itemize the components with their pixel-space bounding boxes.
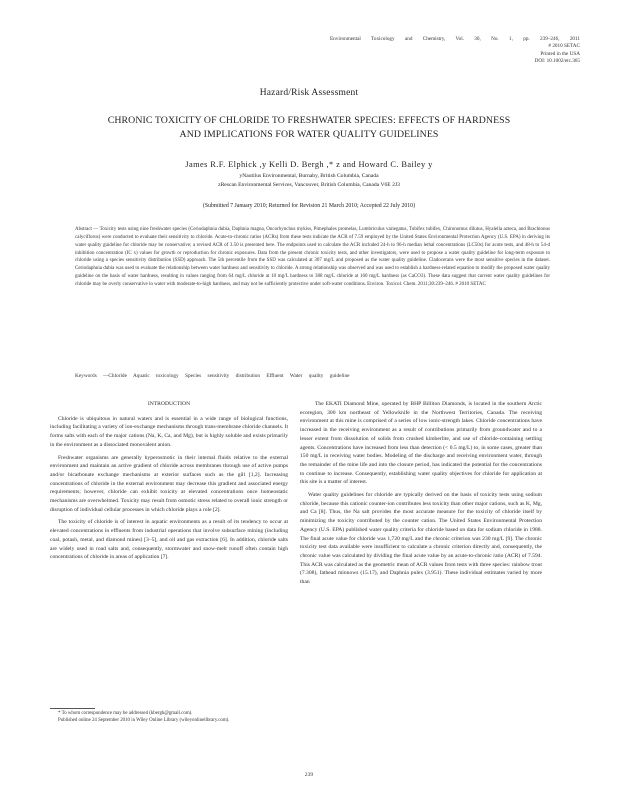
section-label: Hazard/Risk Assessment: [259, 88, 359, 98]
footnote-divider: [50, 708, 95, 709]
paragraph: Chloride is ubiquitous in natural waters and is essential in a wide range of biological functions, including facilitating a variety of ion-exchange mechanisms through trans-membrane chloride channels. It forms salts with each of the major cations (Na, K, Ca, and Mg), but is highly soluble and exists primarily in the environment as a dissociated monovalent anion.: [50, 415, 288, 448]
authors: James R.F. Elphick ,y Kelli D. Bergh ,* z and Howard C. Bailey y: [185, 160, 433, 169]
introduction-heading: INTRODUCTION: [147, 401, 191, 407]
footnote-published: Published online 24 September 2010 in Wiley Online Library (wileyonlinelibrary.com).: [58, 718, 230, 724]
footnote-correspondence: * To whom correspondence may be addressed (kbergh@gmail.com).: [58, 711, 193, 716]
abstract: Abstract — Toxicity tests using nine freshwater species (Ceriodaphnia dubia, Daphnia magna, Oncorhynchus mykiss, Pimephales promelas, Lumbriculus variegatus, Tubifex tubifex, Chironomus dilutus, Hyalella azteca, and Brachionus calyciflorus) were conducted to evaluate their sensitivity to chloride. Acute-to-chronic ratios (ACRs) from these tests indicate the ACR of 7.59 employed by the United States Environmental Protection Agency (U.S. EPA) in deriving its water quality guideline for chloride may be conservative; a revised ACR of 3.50 is presented here. The endpoints used to calculate the ACR included 24-h to 96-h median lethal concentrations (LC50s) for acute tests, and 48-h to 54-d inhibition concentration (IC x) values for growth or reproduction for chronic exposures. Data from the present chronic toxicity tests, and other investigators, were used to propose a water quality guideline for long-term exposure to chloride using a species sensitivity distribution (SSD) approach. The 5th percentile from the SSD was calculated at 307 mg/L and proposed as the water quality guideline. Cladocerans were the most sensitive species in the dataset. Ceriodaphnia dubia was used to evaluate the relationship between water hardness and sensitivity to chloride. A strong relationship was observed and was used to establish a hardness-related equation to modify the proposed water quality guideline on the basis of water hardness, resulting in values ranging from 64 mg/L chloride at 10 mg/L hardness to 388 mg/L chloride at 160 mg/L hardness (as CaCO3). These data suggest that current water quality guidelines for chloride may be overly conservative in water with moderate-to-high hardness, and may not be sufficiently protective under soft-water conditions. Environ. Toxicol. Chem. 2011;30:239–246. # 2010 SETAC: [75, 227, 550, 287]
journal-copyright: # 2010 SETAC: [548, 43, 580, 50]
affiliation-1: yNautilus Environmental, Burnaby, British Columbia, Canada: [239, 173, 379, 179]
journal-header: [330, 36, 580, 65]
journal-doi[interactable]: DOI: 10.1002/etc.365: [534, 57, 580, 64]
journal-citation: Environmental Toxicology and Chemistry, Vol. 30, No. 1, pp. 239–246, 2011: [330, 36, 580, 42]
right-column: [300, 400, 542, 591]
submission-dates: (Submitted 7 January 2010; Returned for Revision 21 March 2010; Accepted 22 July 2010): [202, 203, 416, 209]
journal-printed: Printed in the USA: [540, 50, 580, 57]
paragraph: Water quality guidelines for chloride are typically derived on the basis of toxicity tests using sodium chloride, because this cationic counter-ion contributes less toxicity than other major cations, such as K, Mg, and Ca [8]. Thus, the Na salt provides the most accurate measure for the toxicity of chloride itself by minimizing the toxicity contributed by the counter cation. The United States Environmental Protection Agency (U.S. EPA) published water quality criteria for chloride based on data for sodium chloride in 1988. The final acute value for chloride was 1,720 mg/L and the chronic criterion was 230 mg/L [9]. The chronic toxicity test data available were insufficient to calculate a chronic criterion directly and, consequently, the chronic value was calculated by dividing the final acute value by an acute-to-chronic ratio (ACR) of 7.594. This ACR was calculated as the geometric mean of ACR values from tests with three species: rainbow trout (7.308), fathead minnows (15.17), and Daphnia pulex (3.951). These individual estimates varied by more than: [300, 492, 542, 586]
page-number: 239: [304, 772, 314, 778]
paragraph: The toxicity of chloride is of interest in aquatic environments as a result of its tendency to occur at elevated concentrations in effluents from industrial operations that involve subsurface mining (including coal, potash, metal, and diamond mines) [3–5], and oil and gas extraction [6]. In addition, chloride salts are widely used in road salts and, consequently, stormwater and snow-melt runoff often contain high concentrations of chloride in areas of application [7].: [50, 519, 288, 561]
paragraph: The EKATI Diamond Mine, operated by BHP Billiton Diamonds, is located in the southern Arctic ecoregion, 300 km northeast of Yellowknife in the Northwest Territories, Canada. The receiving environment at this mine is comprised of a series of low ionic-strength lakes. Chloride concentrations have increased in the receiving environment as a result of contributions primarily from groundwater and to a lesser extent from dissolution of solids from crushed kimberlite, and use of chloride-containing settling agents. Concentrations have increased from less than detection (< 0.5 mg/L) to, in some cases, greater than 150 mg/L in receiving water bodies. Modeling of the discharge and receiving environment water, through the remainder of the mine life and into the closure period, has indicated the potential for the concentrations to continue to increase. Consequently, establishing water quality objectives for chloride for application at this site is a matter of interest.: [300, 401, 542, 486]
footnotes: [50, 710, 288, 724]
title-line-1: CHRONIC TOXICITY OF CHLORIDE TO FRESHWATER SPECIES: EFFECTS OF HARDNESS: [107, 115, 511, 126]
left-column: [50, 400, 288, 566]
title-line-2: AND IMPLICATIONS FOR WATER QUALITY GUIDELINES: [179, 129, 439, 140]
paragraph: Freshwater organisms are generally hyperosmotic in their internal fluids relative to the external environment and maintain an active gradient of chloride across membranes through use of active pumps and/or bicarbonate exchange mechanisms at exterior surfaces such as the gill [1,2]. Increasing concentrations of chloride in the external environment may decrease this gradient and associated energy requirements; however, chloride can exhibit toxicity at elevated concentrations once homeostatic mechanisms are overwhelmed. Toxicity may result from osmotic stress related to overall ionic strength or disruption of individual cellular processes in which chloride plays a role [2].: [50, 454, 288, 513]
affiliation-2: zRescan Environmental Services, Vancouver, British Columbia, Canada V6E 2J3: [218, 182, 400, 188]
paper-title: [50, 114, 568, 142]
keywords: Keywords —Chloride Aquatic toxicology Species sensitivity distribution Effluent Water quality guideline: [75, 373, 350, 379]
